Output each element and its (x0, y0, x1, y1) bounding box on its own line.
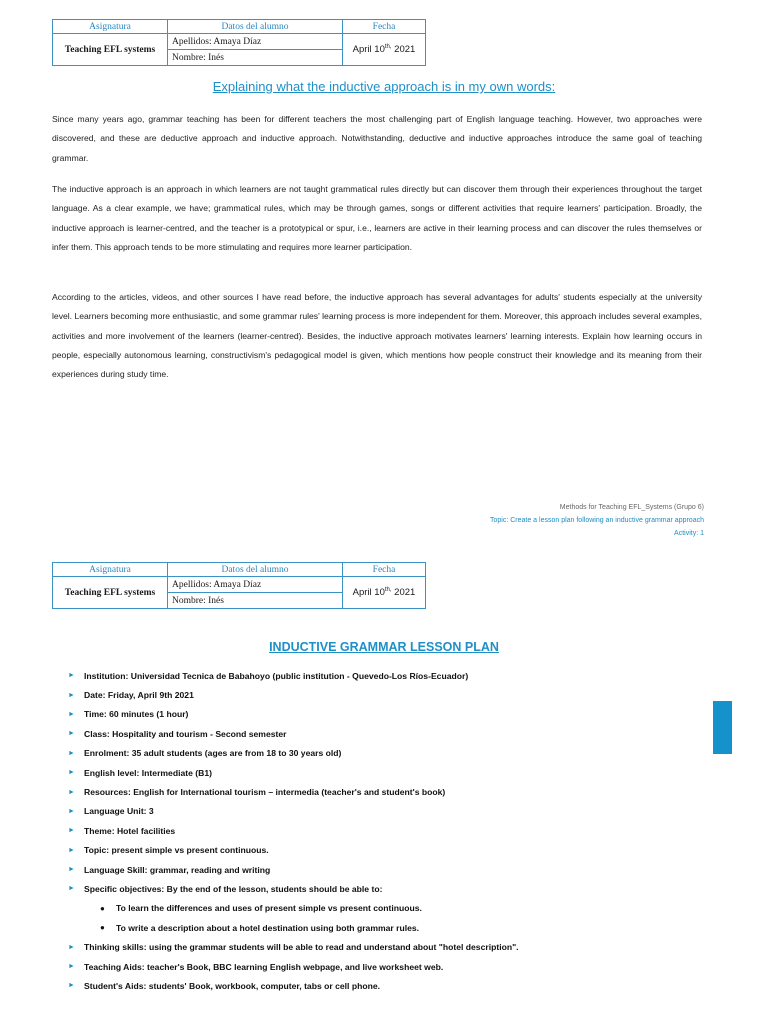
header-col-student: Datos del alumno (168, 563, 343, 577)
list-item: ► Teaching Aids: teacher's Book, BBC learning English webpage, and live worksheet web. (68, 961, 444, 972)
list-item: ► Class: Hospitality and tourism - Second semester (68, 728, 287, 739)
arrow-bullet-icon: ► (68, 691, 75, 699)
list-item: ► Resources: English for International tourism – intermedia (teacher's and student's book) (68, 787, 446, 798)
essay-paragraph: According to the articles, videos, and other sources I have read before, the inductive approach has several advantages for adults' students especially at the university level. Learners becoming more enthusiastic, and some grammar rules' learning process is more independent for them. Moreover, this approach includes several examples, activities and more involvement of the learners (learner-centred). Besides, the inductive approach motivates learners' learning interests. Explain how learning occurs in people, especially autonomous learning, constructivism's pedagogical model is given, which mentions how people construct their knowledge and its meaning from their experiences during study time. (52, 292, 702, 380)
header-table (52, 562, 426, 609)
list-item: ► Language Skill: grammar, reading and writing (68, 864, 271, 875)
header-surname: Apellidos: Amaya Díaz (168, 577, 343, 593)
header-col-subject: Asignatura (53, 563, 168, 577)
footer-activity: Activity: 1 (674, 530, 704, 537)
header-surname: Apellidos: Amaya Díaz (168, 34, 343, 50)
lesson-plan-list (68, 666, 708, 996)
arrow-bullet-icon: ► (68, 943, 75, 951)
list-item: ► Thinking skills: using the grammar students will be able to read and understand about "hotel description". (68, 942, 519, 953)
header-date: April $10^{th,}$ 2021 (343, 34, 426, 66)
arrow-bullet-icon: ► (68, 885, 75, 893)
header-subject: Teaching EFL systems (53, 34, 168, 66)
round-bullet-icon: ● (100, 903, 105, 913)
arrow-bullet-icon: ► (68, 788, 75, 796)
arrow-bullet-icon: ► (68, 846, 75, 854)
footer-topic: Topic: Create a lesson plan following an inductive grammar approach (489, 517, 704, 524)
arrow-bullet-icon: ► (68, 769, 75, 777)
list-item: ► Date: Friday, April 9th 2021 (68, 690, 194, 701)
header-col-date: Fecha (343, 20, 426, 34)
header-date: April $10^{th,}$ 2021 (343, 577, 426, 609)
sub-list-item: ● To write a description about a hotel destination using both grammar rules. (100, 922, 420, 933)
lesson-plan-title: INDUCTIVE GRAMMAR LESSON PLAN (269, 640, 499, 654)
list-item: ► Enrolment: 35 adult students (ages are from 18 to 30 years old) (68, 748, 342, 759)
arrow-bullet-icon: ► (68, 710, 75, 718)
arrow-bullet-icon: ► (68, 866, 75, 874)
list-item: ► Specific objectives: By the end of the lesson, students should be able to: (68, 883, 383, 894)
essay-title: Explaining what the inductive approach is in my own words: (212, 79, 556, 94)
arrow-bullet-icon: ► (68, 749, 75, 757)
header-firstname: Nombre: Inés (168, 593, 343, 609)
list-item: ► Student's Aids: students' Book, workbook, computer, tabs or cell phone. (68, 980, 380, 991)
list-item: ► Language Unit: 3 (68, 806, 154, 817)
arrow-bullet-icon: ► (68, 672, 75, 680)
arrow-bullet-icon: ► (68, 982, 75, 990)
header-firstname: Nombre: Inés (168, 50, 343, 66)
header-subject: Teaching EFL systems (53, 577, 168, 609)
essay-paragraph: Since many years ago, grammar teaching has been for different teachers the most challenging part of English language teaching. However, two approaches were discovered, and these are deductive approach and inductive approach. Notwithstanding, deductive and inductive approaches introduce the same goal of teaching grammar. (52, 114, 702, 163)
arrow-bullet-icon: ► (68, 730, 75, 738)
sub-list-item: ● To learn the differences and uses of present simple vs present continuous. (100, 903, 422, 914)
list-item: ► Topic: present simple vs present continuous. (68, 845, 269, 856)
list-item: ► Institution: Universidad Tecnica de Babahoyo (public institution - Quevedo-Los Ríos-Ecuador) (68, 670, 469, 681)
header-col-date: Fecha (343, 563, 426, 577)
list-item: ► Time: 60 minutes (1 hour) (68, 709, 189, 720)
page-footer (490, 501, 704, 540)
arrow-bullet-icon: ► (68, 963, 75, 971)
side-marker-bar (713, 701, 732, 754)
arrow-bullet-icon: ► (68, 807, 75, 815)
header-col-subject: Asignatura (53, 20, 168, 34)
arrow-bullet-icon: ► (68, 827, 75, 835)
header-col-student: Datos del alumno (168, 20, 343, 34)
list-item: ► Theme: Hotel facilities (68, 825, 176, 836)
essay-paragraph: The inductive approach is an approach in which learners are not taught grammatical rules directly but can discover them through their experiences throughout the target language. As a clear example, we have; grammatical rules, which may be through games, songs or different activities that require learners' participation. Broadly, the inductive approach is learner-centred, and the teacher is a prototypical or spur, i.e., learners are active in their learning process and can discover the rules themselves or infer them. This approach tends to be more stimulating and requires more learner participation. (52, 184, 702, 252)
header-table (52, 19, 426, 66)
footer-course: Methods for Teaching EFL_Systems (Grupo 6) (559, 504, 704, 511)
round-bullet-icon: ● (100, 923, 105, 933)
list-item: ► English level: Intermediate (B1) (68, 767, 212, 778)
